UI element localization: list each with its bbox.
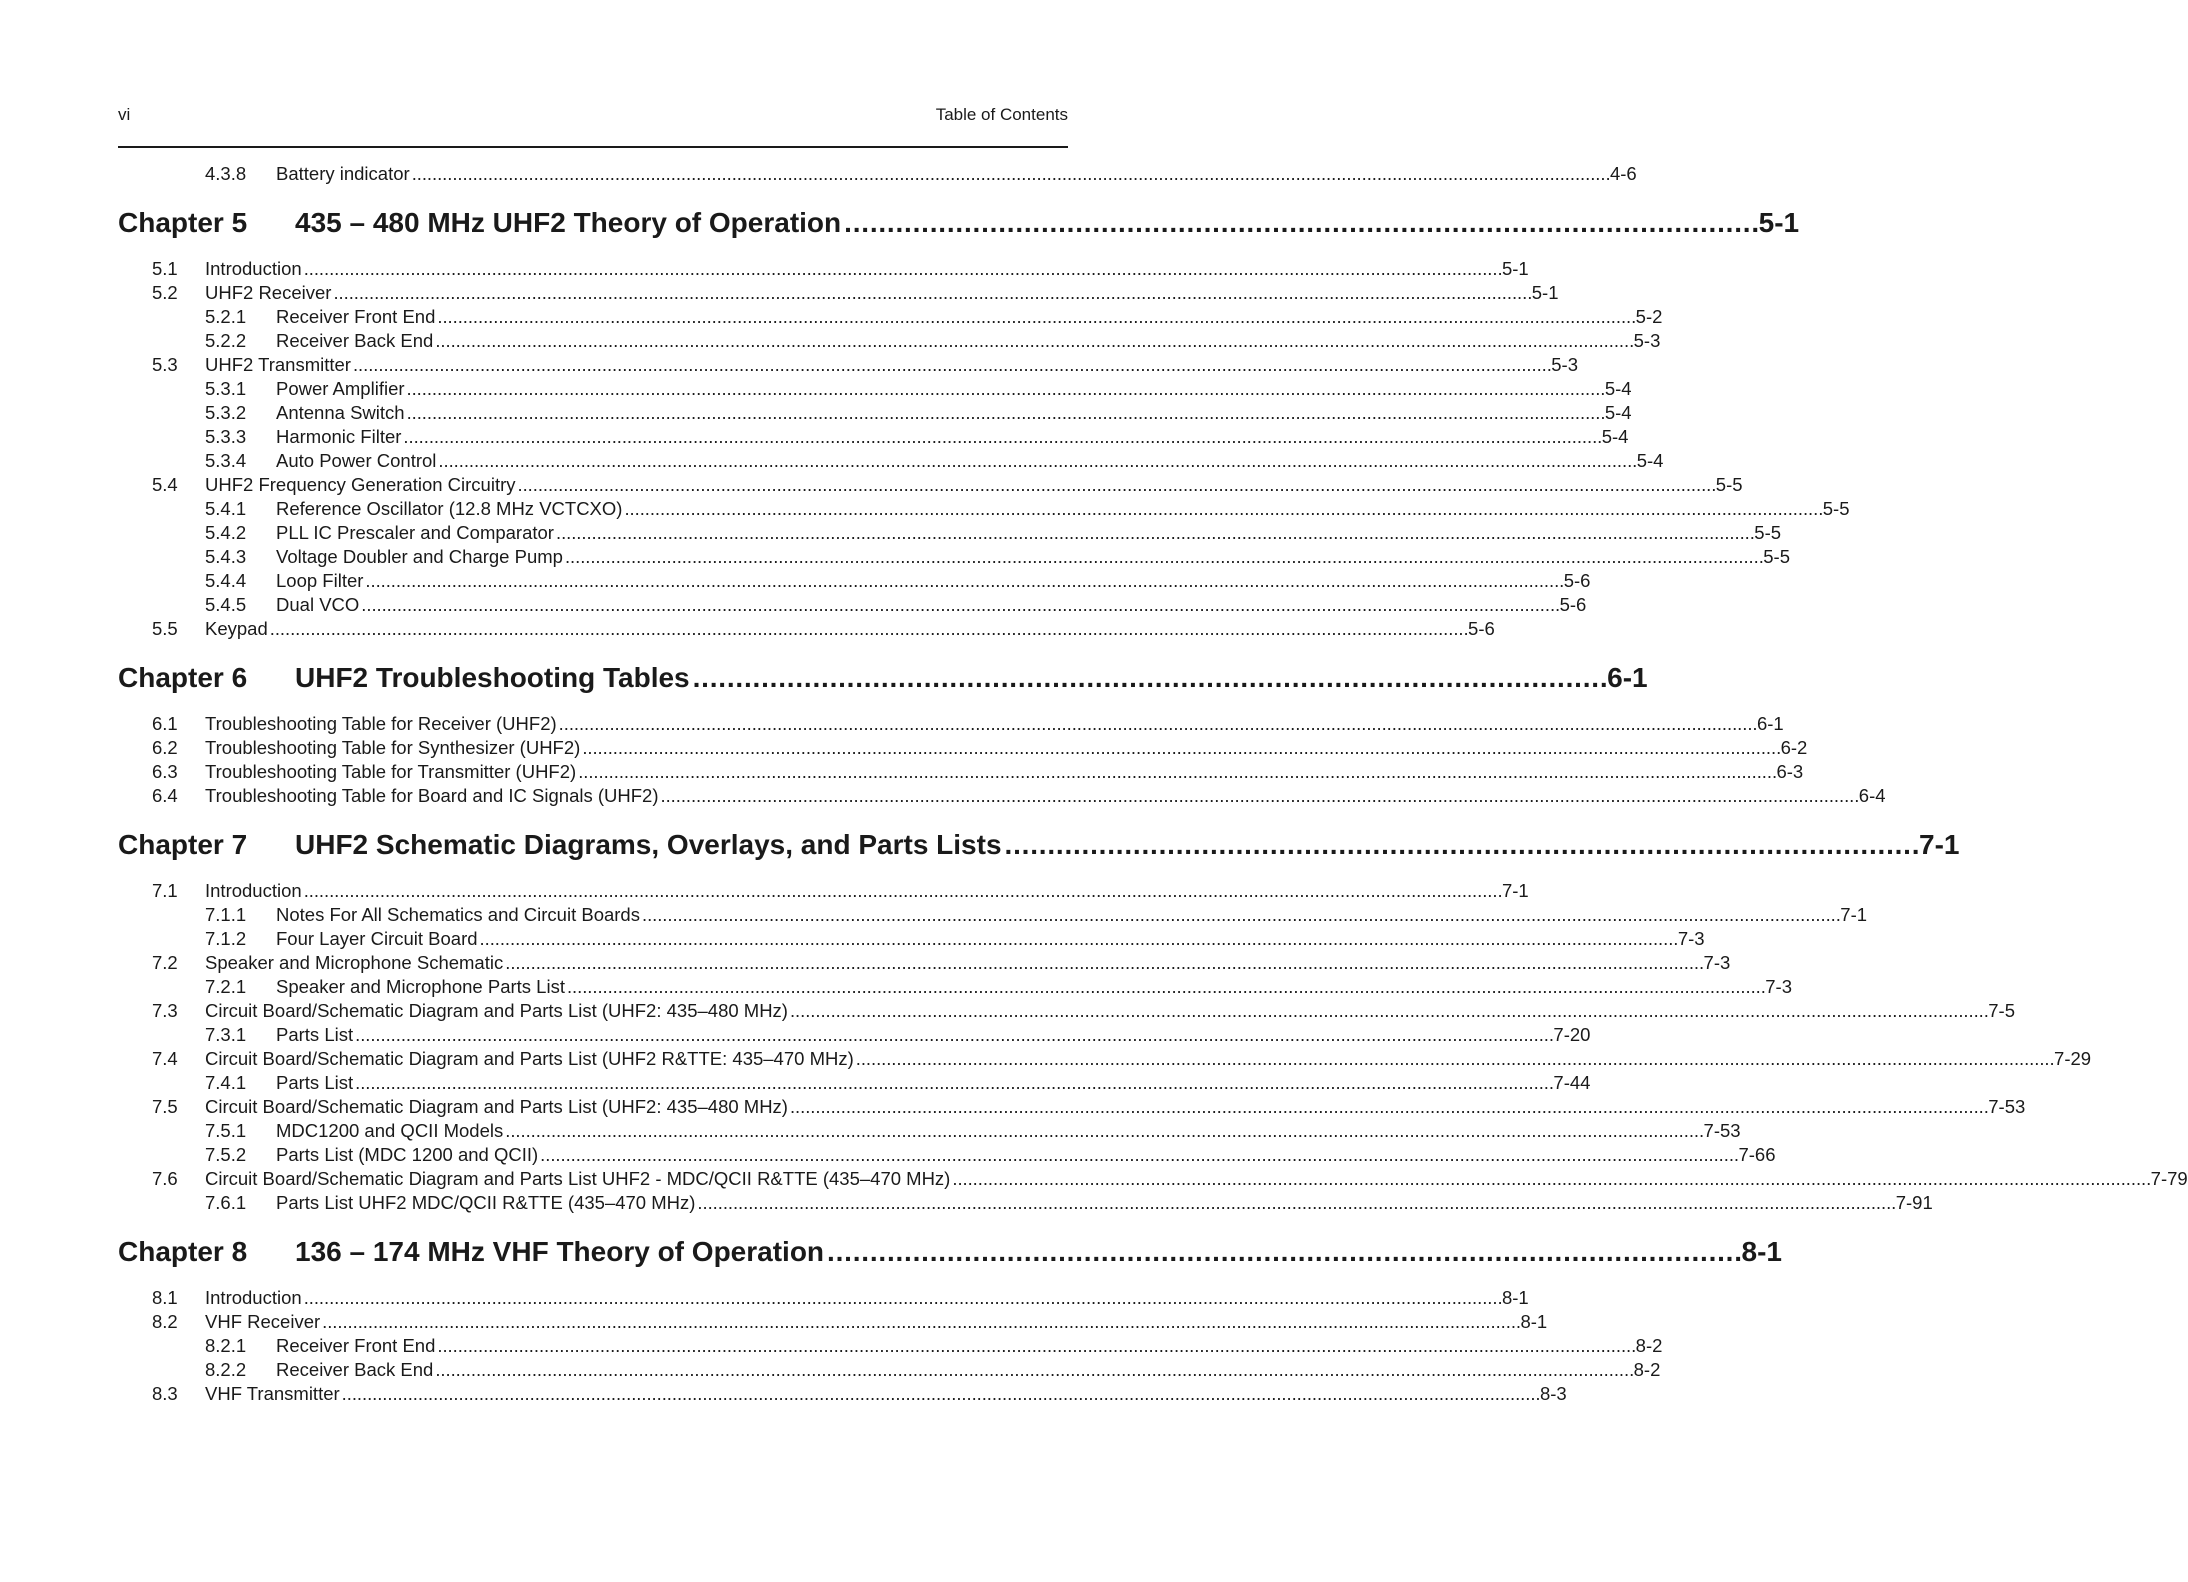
toc-entry[interactable]	[118, 281, 1559, 305]
section-title: Circuit Board/Schematic Diagram and Parts List UHF2 - MDC/QCII R&TTE (435–470 MHz)	[205, 1168, 951, 1189]
section-title: MDC1200 and QCII Models	[276, 1120, 504, 1141]
dot-leader	[790, 1095, 1986, 1119]
section-page-number: 6-3	[1776, 761, 1804, 782]
dot-leader	[624, 497, 1820, 521]
section-page-number: 5-6	[1563, 570, 1591, 591]
section-page-number: 5-4	[1636, 450, 1664, 471]
section-number: 5.2	[152, 282, 178, 303]
section-title: UHF2 Frequency Generation Circuitry	[205, 474, 516, 495]
dot-leader	[565, 545, 1761, 569]
section-page-number: 5-5	[1754, 522, 1782, 543]
toc-entry[interactable]	[118, 569, 1591, 593]
section-number: 7.6.1	[205, 1192, 247, 1213]
dot-leader	[1005, 828, 1917, 862]
toc-entry[interactable]	[118, 1286, 1529, 1310]
section-title: Loop Filter	[276, 570, 364, 591]
section-page-number: 5-5	[1715, 474, 1743, 495]
toc-entry[interactable]	[118, 1047, 2092, 1071]
section-title: Harmonic Filter	[276, 426, 402, 447]
section-page-number: 5-5	[1822, 498, 1850, 519]
dot-leader	[355, 1071, 1551, 1095]
section-number: 8.3	[152, 1383, 178, 1404]
section-number: 5.2.1	[205, 306, 247, 327]
section-page-number: 5-3	[1551, 354, 1579, 375]
section-page-number: 7-1	[1501, 880, 1529, 901]
dot-leader	[505, 951, 1701, 975]
section-number: 5.4.4	[205, 570, 247, 591]
header-rule	[118, 146, 1068, 148]
section-title: Introduction	[205, 880, 302, 901]
dot-leader	[856, 1047, 2052, 1071]
section-page-number: 7-79	[2150, 1168, 2188, 1189]
toc-entry[interactable]	[118, 1334, 1663, 1358]
section-number: 5.3.3	[205, 426, 247, 447]
section-title: Dual VCO	[276, 594, 360, 615]
dot-leader	[353, 353, 1549, 377]
dot-leader	[361, 593, 1557, 617]
section-number: 7.4.1	[205, 1072, 247, 1093]
section-number: 6.2	[152, 737, 178, 758]
section-number: 5.4.2	[205, 522, 247, 543]
toc-entry[interactable]	[118, 401, 1632, 425]
dot-leader	[559, 712, 1755, 736]
chapter-title: 435 – 480 MHz UHF2 Theory of Operation	[295, 207, 842, 238]
dot-leader	[342, 1382, 1538, 1406]
section-page-number: 5-4	[1604, 402, 1632, 423]
section-page-number: 6-1	[1756, 713, 1784, 734]
toc-entry[interactable]	[118, 353, 1579, 377]
section-title: Parts List UHF2 MDC/QCII R&TTE (435–470 MHz)	[276, 1192, 696, 1213]
section-page-number: 7-53	[1988, 1096, 2026, 1117]
table-of-contents	[118, 162, 2188, 1406]
section-title: Circuit Board/Schematic Diagram and Parts List (UHF2: 435–480 MHz)	[205, 1000, 788, 1021]
section-number: 5.4	[152, 474, 178, 495]
dot-leader	[480, 927, 1676, 951]
dot-leader	[322, 1310, 1518, 1334]
dot-leader	[437, 1334, 1633, 1358]
section-number: 6.4	[152, 785, 178, 806]
dot-leader	[567, 975, 1763, 999]
dot-leader	[365, 569, 1561, 593]
section-title: Troubleshooting Table for Board and IC Signals (UHF2)	[205, 785, 659, 806]
toc-entry[interactable]	[118, 617, 1495, 641]
section-page-number: 7-3	[1703, 952, 1731, 973]
section-page-number: 8-2	[1633, 1359, 1661, 1380]
section-page-number: 7-3	[1765, 976, 1793, 997]
section-page-number: 5-1	[1531, 282, 1559, 303]
toc-entry[interactable]	[118, 257, 1529, 281]
section-page-number: 5-4	[1604, 378, 1632, 399]
dot-leader	[827, 1235, 1739, 1269]
section-title: Auto Power Control	[276, 450, 437, 471]
chapter-label: Chapter 8	[118, 1236, 248, 1267]
dot-leader	[505, 1119, 1701, 1143]
toc-entry[interactable]	[118, 1143, 1776, 1167]
section-title: Parts List	[276, 1024, 354, 1045]
toc-entry[interactable]	[118, 784, 1886, 808]
dot-leader	[304, 879, 1500, 903]
section-title: Troubleshooting Table for Receiver (UHF2)	[205, 713, 557, 734]
section-title: Introduction	[205, 1287, 302, 1308]
toc-entry[interactable]	[118, 1310, 1548, 1334]
dot-leader	[412, 162, 1608, 186]
section-number: 7.2	[152, 952, 178, 973]
section-number: 7.2.1	[205, 976, 247, 997]
toc-entry[interactable]	[118, 1095, 2026, 1119]
chapter-label: Chapter 6	[118, 662, 248, 693]
section-title: Four Layer Circuit Board	[276, 928, 478, 949]
section-title: Circuit Board/Schematic Diagram and Parts List (UHF2: 435–480 MHz)	[205, 1096, 788, 1117]
toc-entry[interactable]	[118, 975, 1793, 999]
running-header: Table of Contents	[935, 105, 1068, 124]
section-page-number: 5-5	[1763, 546, 1790, 567]
dot-leader	[642, 903, 1838, 927]
section-page-number: 7-5	[1988, 1000, 2016, 1021]
chapter-title: 136 – 174 MHz VHF Theory of Operation	[295, 1236, 825, 1267]
chapter-title: UHF2 Troubleshooting Tables	[295, 662, 690, 693]
section-page-number: 8-1	[1501, 1287, 1529, 1308]
section-title: Parts List (MDC 1200 and QCII)	[276, 1144, 539, 1165]
section-number: 7.3	[152, 1000, 178, 1021]
dot-leader	[437, 305, 1633, 329]
chapter-page-number: 8-1	[1741, 1236, 1782, 1267]
section-number: 5.2.2	[205, 330, 247, 351]
toc-entry[interactable]	[118, 1167, 2188, 1191]
dot-leader	[661, 784, 1857, 808]
section-title: Keypad	[205, 618, 268, 639]
toc-entry[interactable]	[118, 593, 1587, 617]
toc-chapter-heading[interactable]	[118, 206, 1800, 240]
section-number: 7.6	[152, 1168, 178, 1189]
section-title: Receiver Back End	[276, 1359, 434, 1380]
section-page-number: 5-6	[1468, 618, 1495, 639]
toc-chapter-heading[interactable]	[118, 1235, 1782, 1269]
dot-leader	[304, 257, 1500, 281]
section-number: 8.2.2	[205, 1359, 247, 1380]
section-page-number: 7-53	[1703, 1120, 1741, 1141]
section-page-number: 4-6	[1609, 163, 1637, 184]
toc-entry[interactable]	[118, 1382, 1567, 1406]
toc-entry[interactable]	[118, 377, 1632, 401]
dot-leader	[407, 401, 1603, 425]
section-number: 7.1.1	[205, 904, 247, 925]
toc-entry[interactable]	[118, 1119, 1741, 1143]
section-number: 7.5.2	[205, 1144, 247, 1165]
section-title: Receiver Front End	[276, 1335, 436, 1356]
toc-entry[interactable]	[118, 927, 1705, 951]
section-number: 5.1	[152, 258, 178, 279]
section-page-number: 5-1	[1501, 258, 1529, 279]
section-title: Antenna Switch	[276, 402, 405, 423]
section-title: Battery indicator	[276, 163, 410, 184]
section-number: 7.1.2	[205, 928, 247, 949]
section-number: 5.3.2	[205, 402, 247, 423]
dot-leader	[355, 1023, 1551, 1047]
toc-entry[interactable]	[118, 903, 1868, 927]
toc-chapter-heading[interactable]	[118, 828, 1960, 862]
toc-entry[interactable]	[118, 999, 2016, 1023]
toc-entry[interactable]	[118, 1023, 1591, 1047]
dot-leader	[304, 1286, 1500, 1310]
section-title: Receiver Back End	[276, 330, 434, 351]
section-number: 7.3.1	[205, 1024, 247, 1045]
dot-leader	[403, 425, 1599, 449]
section-number: 8.2	[152, 1311, 178, 1332]
section-number: 5.3	[152, 354, 178, 375]
section-page-number: 5-2	[1635, 306, 1663, 327]
section-page-number: 5-6	[1559, 594, 1587, 615]
section-page-number: 7-3	[1677, 928, 1705, 949]
section-page-number: 7-44	[1553, 1072, 1591, 1093]
chapter-label: Chapter 7	[118, 829, 248, 860]
section-number: 6.1	[152, 713, 178, 734]
section-title: Speaker and Microphone Parts List	[276, 976, 565, 997]
section-title: Parts List	[276, 1072, 354, 1093]
section-title: Troubleshooting Table for Transmitter (UHF2)	[205, 761, 577, 782]
toc-entry[interactable]	[118, 449, 1664, 473]
section-page-number: 8-3	[1539, 1383, 1567, 1404]
toc-entry[interactable]	[118, 497, 1850, 521]
dot-leader	[435, 1358, 1631, 1382]
section-number: 5.4.1	[205, 498, 247, 519]
toc-chapter-heading[interactable]	[118, 661, 1648, 695]
page-number: vi	[118, 105, 131, 124]
dot-leader	[333, 281, 1529, 305]
section-number: 5.3.1	[205, 378, 247, 399]
dot-leader	[693, 661, 1605, 695]
toc-entry[interactable]	[118, 1071, 1591, 1095]
section-title: Voltage Doubler and Charge Pump	[276, 546, 563, 567]
section-title: Speaker and Microphone Schematic	[205, 952, 504, 973]
section-page-number: 7-1	[1840, 904, 1868, 925]
section-number: 7.1	[152, 880, 178, 901]
chapter-title: UHF2 Schematic Diagrams, Overlays, and Parts Lists	[295, 829, 1002, 860]
section-title: Reference Oscillator (12.8 MHz VCTCXO)	[276, 498, 623, 519]
section-number: 5.4.5	[205, 594, 247, 615]
dot-leader	[697, 1191, 1893, 1215]
section-number: 8.2.1	[205, 1335, 247, 1356]
section-number: 6.3	[152, 761, 178, 782]
dot-leader	[582, 736, 1778, 760]
dot-leader	[844, 206, 1756, 240]
dot-leader	[952, 1167, 2148, 1191]
section-title: UHF2 Transmitter	[205, 354, 351, 375]
section-number: 7.5	[152, 1096, 178, 1117]
toc-entry[interactable]	[118, 162, 1637, 186]
dot-leader	[540, 1143, 1736, 1167]
section-title: UHF2 Receiver	[205, 282, 332, 303]
toc-entry[interactable]	[118, 1191, 1933, 1215]
section-title: Introduction	[205, 258, 302, 279]
section-number: 5.4.3	[205, 546, 247, 567]
section-title: VHF Transmitter	[205, 1383, 340, 1404]
toc-entry[interactable]	[118, 425, 1629, 449]
section-page-number: 6-2	[1780, 737, 1808, 758]
section-page-number: 7-66	[1738, 1144, 1776, 1165]
dot-leader	[438, 449, 1634, 473]
chapter-page-number: 7-1	[1919, 829, 1960, 860]
section-title: Notes For All Schematics and Circuit Boards	[276, 904, 640, 925]
section-number: 7.5.1	[205, 1120, 247, 1141]
section-number: 4.3.8	[205, 163, 247, 184]
section-number: 5.5	[152, 618, 178, 639]
section-title: PLL IC Prescaler and Comparator	[276, 522, 554, 543]
toc-entry[interactable]	[118, 305, 1663, 329]
toc-entry[interactable]	[118, 712, 1784, 736]
toc-entry[interactable]	[118, 1358, 1661, 1382]
section-page-number: 8-2	[1635, 1335, 1663, 1356]
section-page-number: 6-4	[1858, 785, 1886, 806]
dot-leader	[270, 617, 1466, 641]
dot-leader	[790, 999, 1986, 1023]
dot-leader	[407, 377, 1603, 401]
toc-entry[interactable]	[118, 879, 1529, 903]
section-page-number: 7-29	[2054, 1048, 2092, 1069]
toc-entry[interactable]	[118, 521, 1782, 545]
toc-entry[interactable]	[118, 951, 1731, 975]
section-page-number: 5-3	[1633, 330, 1661, 351]
toc-entry[interactable]	[118, 736, 1808, 760]
chapter-page-number: 6-1	[1607, 662, 1648, 693]
section-page-number: 8-1	[1520, 1311, 1548, 1332]
section-title: Troubleshooting Table for Synthesizer (UHF2)	[205, 737, 581, 758]
toc-entry[interactable]	[118, 545, 1790, 569]
section-page-number: 5-4	[1601, 426, 1629, 447]
toc-entry[interactable]	[118, 329, 1661, 353]
toc-entry[interactable]	[118, 760, 1804, 784]
section-number: 5.3.4	[205, 450, 247, 471]
chapter-page-number: 5-1	[1758, 207, 1800, 238]
section-title: VHF Receiver	[205, 1311, 321, 1332]
section-number: 8.1	[152, 1287, 178, 1308]
section-title: Power Amplifier	[276, 378, 405, 399]
dot-leader	[556, 521, 1752, 545]
section-number: 7.4	[152, 1048, 178, 1069]
section-page-number: 7-91	[1895, 1192, 1933, 1213]
dot-leader	[518, 473, 1714, 497]
chapter-label: Chapter 5	[118, 207, 248, 238]
section-title: Circuit Board/Schematic Diagram and Parts List (UHF2 R&TTE: 435–470 MHz)	[205, 1048, 854, 1069]
toc-entry[interactable]	[118, 473, 1743, 497]
dot-leader	[435, 329, 1631, 353]
section-page-number: 7-20	[1553, 1024, 1591, 1045]
dot-leader	[578, 760, 1774, 784]
section-title: Receiver Front End	[276, 306, 436, 327]
